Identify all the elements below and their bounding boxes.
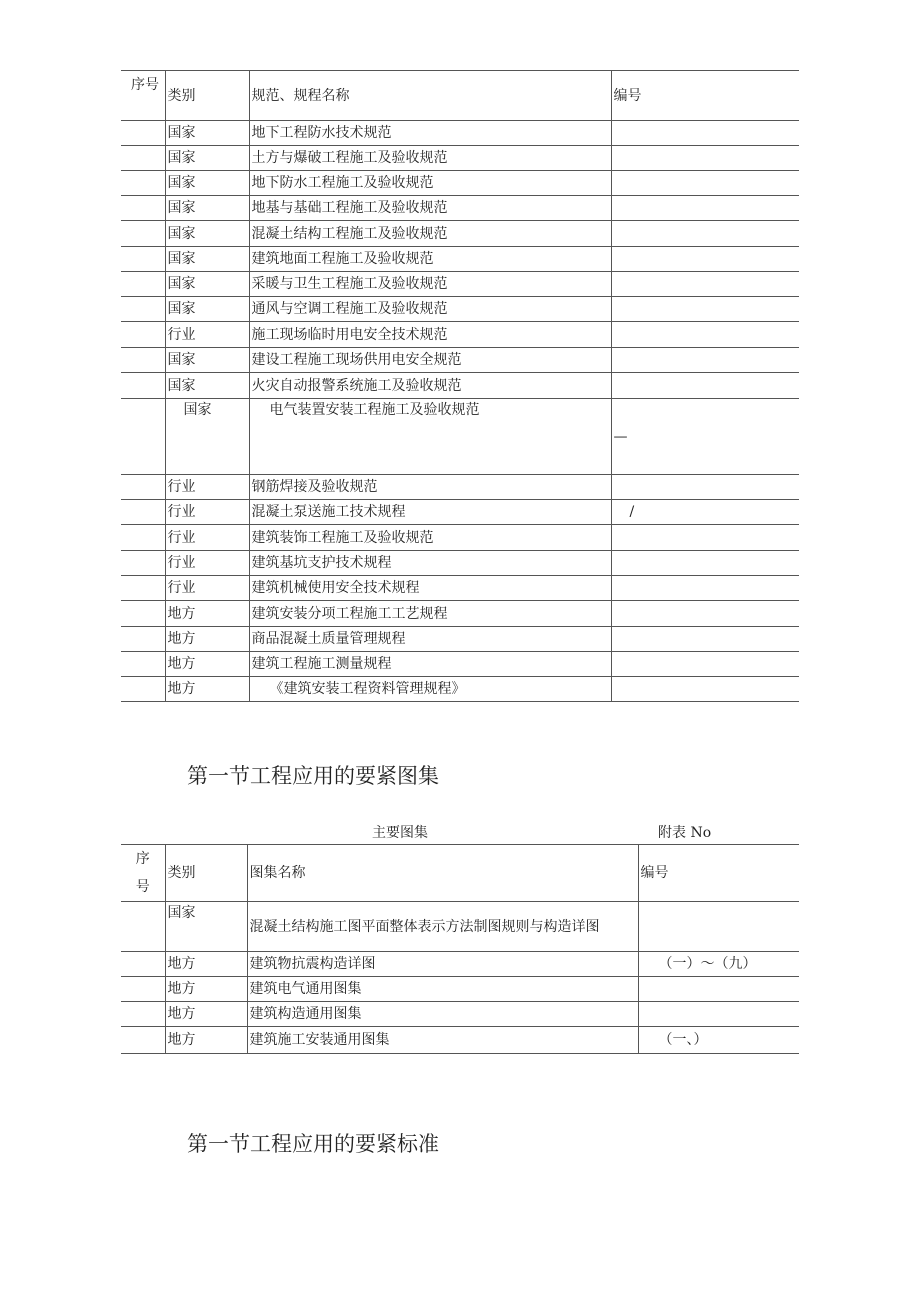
table-row — [121, 576, 799, 601]
code-cell — [611, 171, 799, 196]
code-cell — [611, 348, 799, 373]
seq-cell — [121, 297, 165, 322]
table-header-row — [121, 71, 799, 121]
code-cell — [611, 297, 799, 322]
header-seq: 序 号 — [121, 845, 165, 902]
table-row — [121, 475, 799, 500]
table-caption-right: 附表 No — [658, 825, 712, 841]
seq-cell — [121, 272, 165, 297]
seq-cell — [121, 196, 165, 221]
category-cell: 国家 — [165, 399, 249, 475]
category-cell: 行业 — [165, 500, 249, 525]
seq-cell — [121, 247, 165, 272]
code-cell — [611, 247, 799, 272]
name-cell: 火灾自动报警系统施工及验收规范 — [249, 373, 611, 399]
code-cell — [611, 652, 799, 677]
name-cell: 地下工程防水技术规范 — [249, 121, 611, 146]
code-cell — [611, 196, 799, 221]
category-cell: 地方 — [165, 1027, 247, 1054]
table-row — [121, 627, 799, 652]
table-row — [121, 121, 799, 146]
header-category: 类别 — [165, 845, 247, 902]
table-row — [121, 272, 799, 297]
category-cell: 国家 — [165, 373, 249, 399]
seq-cell — [121, 652, 165, 677]
table-row — [121, 348, 799, 373]
table-row — [121, 977, 799, 1002]
seq-cell — [121, 121, 165, 146]
seq-cell — [121, 348, 165, 373]
seq-cell — [121, 373, 165, 399]
atlas-table — [121, 844, 799, 1054]
seq-cell — [121, 475, 165, 500]
name-cell: 建筑基坑支护技术规程 — [249, 551, 611, 576]
table-row — [121, 952, 799, 977]
table-row — [121, 652, 799, 677]
name-cell: 土方与爆破工程施工及验收规范 — [249, 146, 611, 171]
header-category: 类别 — [165, 71, 249, 121]
table-row — [121, 221, 799, 247]
category-cell: 国家 — [165, 221, 249, 247]
header-name: 规范、规程名称 — [249, 71, 611, 121]
name-cell: 建筑机械使用安全技术规程 — [249, 576, 611, 601]
category-cell: 行业 — [165, 551, 249, 576]
category-cell: 地方 — [165, 677, 249, 702]
seq-cell — [121, 551, 165, 576]
name-cell: 混凝土泵送施工技术规程 — [249, 500, 611, 525]
category-cell: 行业 — [165, 475, 249, 500]
seq-cell — [121, 500, 165, 525]
code-cell — [611, 373, 799, 399]
table-row — [121, 525, 799, 551]
code-cell — [611, 322, 799, 348]
category-cell: 国家 — [165, 297, 249, 322]
section-title-standards: 第一节工程应用的要紧标准 — [187, 1132, 439, 1156]
category-cell: 国家 — [165, 121, 249, 146]
table-row — [121, 247, 799, 272]
code-cell — [638, 1002, 799, 1027]
seq-cell — [121, 977, 165, 1002]
seq-cell — [121, 525, 165, 551]
code-cell — [611, 525, 799, 551]
code-cell — [611, 146, 799, 171]
category-cell: 国家 — [165, 146, 249, 171]
table-row — [121, 551, 799, 576]
table-row — [121, 373, 799, 399]
name-cell: 地下防水工程施工及验收规范 — [249, 171, 611, 196]
category-cell: 国家 — [165, 348, 249, 373]
code-cell — [611, 221, 799, 247]
seq-cell — [121, 1027, 165, 1054]
name-cell: 混凝土结构工程施工及验收规范 — [249, 221, 611, 247]
name-cell: 混凝土结构施工图平面整体表示方法制图规则与构造详图 — [247, 902, 638, 952]
seq-cell — [121, 902, 165, 952]
name-cell: 建筑施工安装通用图集 — [247, 1027, 638, 1054]
seq-cell — [121, 1002, 165, 1027]
name-cell: 采暖与卫生工程施工及验收规范 — [249, 272, 611, 297]
seq-cell — [121, 146, 165, 171]
name-cell: 建筑电气通用图集 — [247, 977, 638, 1002]
seq-cell — [121, 221, 165, 247]
category-cell: 国家 — [165, 272, 249, 297]
code-cell — [611, 677, 799, 702]
name-cell: 地基与基础工程施工及验收规范 — [249, 196, 611, 221]
table-row — [121, 196, 799, 221]
category-cell: 行业 — [165, 525, 249, 551]
name-cell: 通风与空调工程施工及验收规范 — [249, 297, 611, 322]
header-code: 编号 — [611, 71, 799, 121]
name-cell: 施工现场临时用电安全技术规范 — [249, 322, 611, 348]
header-code: 编号 — [638, 845, 799, 902]
table-row — [121, 297, 799, 322]
table-row — [121, 146, 799, 171]
section-title-atlas: 第一节工程应用的要紧图集 — [187, 764, 439, 788]
name-cell: 建设工程施工现场供用电安全规范 — [249, 348, 611, 373]
name-cell: 建筑物抗震构造详图 — [247, 952, 638, 977]
table-header-row — [121, 845, 799, 902]
category-cell: 国家 — [165, 196, 249, 221]
standards-table — [121, 70, 799, 702]
table-row — [121, 322, 799, 348]
code-cell — [611, 576, 799, 601]
category-cell: 行业 — [165, 322, 249, 348]
table-row — [121, 677, 799, 702]
seq-cell — [121, 677, 165, 702]
category-cell: 地方 — [165, 1002, 247, 1027]
seq-cell — [121, 627, 165, 652]
header-seq: 序号 — [121, 71, 165, 121]
category-cell: 地方 — [165, 601, 249, 627]
table-row — [121, 902, 799, 952]
category-cell: 国家 — [165, 171, 249, 196]
name-cell: 钢筋焊接及验收规范 — [249, 475, 611, 500]
code-cell — [611, 551, 799, 576]
code-cell — [611, 627, 799, 652]
name-cell: 电气装置安装工程施工及验收规范 — [249, 399, 611, 475]
name-cell: 商品混凝土质量管理规程 — [249, 627, 611, 652]
seq-cell — [121, 952, 165, 977]
name-cell: 建筑安装分项工程施工工艺规程 — [249, 601, 611, 627]
category-cell: 国家 — [165, 247, 249, 272]
name-cell: 建筑构造通用图集 — [247, 1002, 638, 1027]
category-cell: 国家 — [165, 902, 247, 952]
seq-cell — [121, 601, 165, 627]
category-cell: 地方 — [165, 652, 249, 677]
category-cell: 地方 — [165, 627, 249, 652]
category-cell: 行业 — [165, 576, 249, 601]
seq-cell — [121, 171, 165, 196]
seq-cell — [121, 576, 165, 601]
code-cell: （一、） — [638, 1027, 799, 1054]
name-cell: 建筑地面工程施工及验收规范 — [249, 247, 611, 272]
name-cell: 《建筑安装工程资料管理规程》 — [249, 677, 611, 702]
category-cell: 地方 — [165, 952, 247, 977]
name-cell: 建筑装饰工程施工及验收规范 — [249, 525, 611, 551]
category-cell: 地方 — [165, 977, 247, 1002]
code-cell: / — [611, 500, 799, 525]
table-row — [121, 171, 799, 196]
seq-cell — [121, 399, 165, 475]
code-cell — [638, 902, 799, 952]
table-row — [121, 500, 799, 525]
code-cell — [611, 475, 799, 500]
table-row — [121, 399, 799, 475]
table-row — [121, 1027, 799, 1054]
code-cell — [611, 272, 799, 297]
table-row — [121, 1002, 799, 1027]
table-row — [121, 601, 799, 627]
code-cell — [611, 601, 799, 627]
code-cell: — — [611, 399, 799, 475]
table-caption: 主要图集 — [372, 825, 428, 841]
code-cell — [611, 121, 799, 146]
code-cell: （一）～（九） — [638, 952, 799, 977]
name-cell: 建筑工程施工测量规程 — [249, 652, 611, 677]
header-name: 图集名称 — [247, 845, 638, 902]
seq-cell — [121, 322, 165, 348]
code-cell — [638, 977, 799, 1002]
